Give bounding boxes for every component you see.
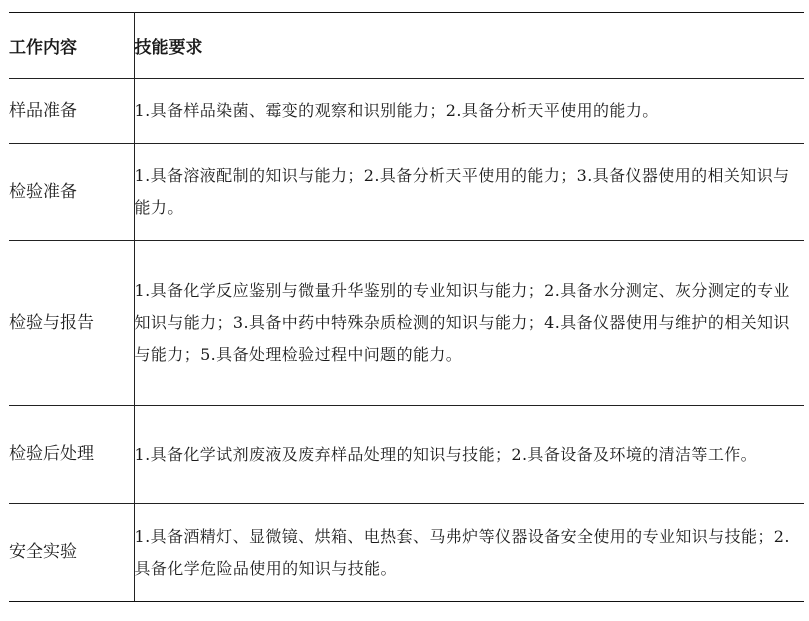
table-header-row <box>9 13 804 79</box>
header-work-content: 工作内容 <box>9 13 134 79</box>
row-task-cell: 检验准备 <box>9 144 134 241</box>
row-task-cell: 检验后处理 <box>9 406 134 504</box>
row-skills-cell: 1.具备酒精灯、显微镜、烘箱、电热套、马弗炉等仪器设备安全使用的专业知识与技能；2.具备化学危险品使用的知识与技能。 <box>134 504 804 602</box>
table-row <box>9 144 804 241</box>
header-skill-requirements: 技能要求 <box>134 13 804 79</box>
row-skills-cell: 1.具备化学反应鉴别与微量升华鉴别的专业知识与能力；2.具备水分测定、灰分测定的专业知识与能力；3.具备中药中特殊杂质检测的知识与能力；4.具备仪器使用与维护的相关知识与能力；5.具备处理检验过程中问题的能力。 <box>134 241 804 406</box>
row-task-cell: 检验与报告 <box>9 241 134 406</box>
table-row <box>9 504 804 602</box>
table-row <box>9 241 804 406</box>
skills-table <box>9 12 804 602</box>
row-skills-cell: 1.具备溶液配制的知识与能力；2.具备分析天平使用的能力；3.具备仪器使用的相关知识与能力。 <box>134 144 804 241</box>
table-row <box>9 79 804 144</box>
row-skills-cell: 1.具备化学试剂废液及废弃样品处理的知识与技能；2.具备设备及环境的清洁等工作。 <box>134 406 804 504</box>
row-skills-cell: 1.具备样品染菌、霉变的观察和识别能力；2.具备分析天平使用的能力。 <box>134 79 804 144</box>
table-row <box>9 406 804 504</box>
row-task-cell: 安全实验 <box>9 504 134 602</box>
row-task-cell: 样品准备 <box>9 79 134 144</box>
